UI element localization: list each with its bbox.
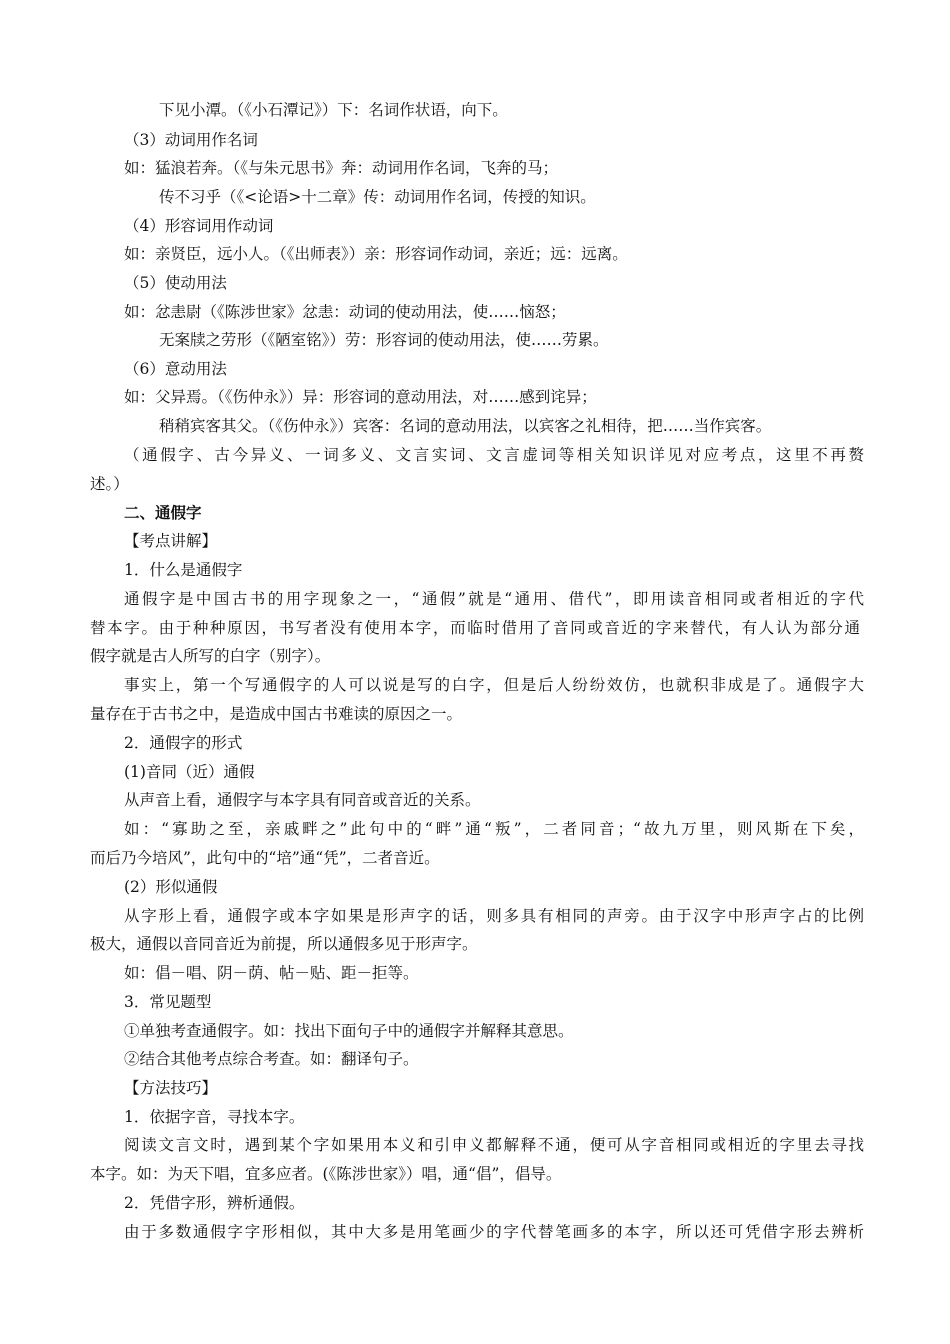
paragraph-line: 量存在于古书之中，是造成中国古书难读的原因之一。 bbox=[90, 705, 463, 723]
text-line: 如：父异焉。（《伤仲永》）异：形容词的意动用法，对……感到诧异； bbox=[124, 388, 597, 406]
paragraph-line: 从声音上看，通假字与本字具有同音或音近的关系。 bbox=[124, 791, 481, 809]
paragraph-line: 极大，通假以音同音近为前提，所以通假多见于形声字。 bbox=[90, 935, 478, 953]
text-line: 无案牍之劳形（《陋室铭》）劳：形容词的使动用法，使……劳累。 bbox=[159, 331, 609, 349]
paragraph-line: 由于多数通假字字形相似，其中大多是用笔画少的字代替笔画多的本字，所以还可凭借字形去辨析 bbox=[124, 1223, 864, 1241]
paragraph-line: 替本字。由于种种原因，书写者没有使用本字，而临时借用了音同或音近的字来替代，有人认为部分通 bbox=[90, 619, 860, 637]
list-item: ①单独考查通假字。如：找出下面句子中的通假字并解释其意思。 bbox=[124, 1022, 574, 1040]
section-title: 二、通假字 bbox=[124, 503, 202, 522]
numbered-heading: 1．什么是通假字 bbox=[124, 561, 243, 579]
paragraph-line: 从字形上看，通假字或本字如果是形声字的话，则多具有相同的声旁。由于汉字中形声字占的比例 bbox=[124, 907, 864, 925]
paragraph-line: 如：“寡助之至，亲戚畔之”此句中的“畔”通“叛”，二者同音；“故九万里，则风斯在下矣， bbox=[124, 820, 864, 838]
bracket-heading: 【考点讲解】 bbox=[124, 532, 218, 550]
numbered-heading: 2．凭借字形，辨析通假。 bbox=[124, 1194, 305, 1212]
section-heading: （3）动词用作名词 bbox=[124, 131, 258, 149]
paragraph-line: 阅读文言文时，遇到某个字如果用本义和引申义都解释不通，便可从字音相同或相近的字里去寻找 bbox=[124, 1136, 864, 1154]
list-item: ②结合其他考点综合考查。如：翻译句子。 bbox=[124, 1050, 419, 1068]
paragraph-line: 通假字是中国古书的用字现象之一，“通假”就是“通用、借代”，即用读音相同或者相近的字代 bbox=[124, 590, 864, 608]
text-line: 下见小潭。（《小石潭记》）下：名词作状语，向下。 bbox=[159, 101, 508, 119]
bracket-heading: 【方法技巧】 bbox=[124, 1079, 218, 1097]
text-line: 述。） bbox=[90, 475, 129, 493]
text-line: 如：猛浪若奔。（《与朱元思书》奔：动词用作名词，飞奔的马； bbox=[124, 159, 559, 177]
paragraph-line: 假字就是古人所写的白字（别字）。 bbox=[90, 647, 331, 665]
text-line: （通假字、古今异义、一词多义、文言实词、文言虚词等相关知识详见对应考点，这里不再赘 bbox=[124, 446, 864, 464]
paragraph-line: 如：倡－唱、阴－荫、帖－贴、距－拒等。 bbox=[124, 964, 419, 982]
paragraph-line: 事实上，第一个写通假字的人可以说是写的白字，但是后人纷纷效仿，也就积非成是了。通假字大 bbox=[124, 676, 864, 694]
numbered-heading: 3．常见题型 bbox=[124, 993, 212, 1011]
paragraph-line: 而后乃今培风”，此句中的“培”通“凭”，二者音近。 bbox=[90, 849, 440, 867]
text-line: 传不习乎（《<论语>十二章》传：动词用作名词，传授的知识。 bbox=[159, 188, 596, 206]
numbered-heading: 2．通假字的形式 bbox=[124, 734, 243, 752]
text-line: 稍稍宾客其父。（《伤仲永》）宾客：名词的意动用法，以宾客之礼相待，把……当作宾客。 bbox=[159, 417, 772, 435]
numbered-heading: 1．依据字音，寻找本字。 bbox=[124, 1108, 305, 1126]
sub-heading: (2）形似通假 bbox=[124, 878, 218, 896]
text-line: 如：忿恚尉（《陈涉世家》忿恚：动词的使动用法，使……恼怒； bbox=[124, 303, 566, 321]
sub-heading: (1)音同（近）通假 bbox=[124, 763, 255, 781]
paragraph-line: 本字。如：为天下唱，宜多应者。(《陈涉世家》）唱，通“倡”，倡导。 bbox=[90, 1165, 562, 1183]
section-heading: （6）意动用法 bbox=[124, 360, 227, 378]
section-heading: （4）形容词用作动词 bbox=[124, 217, 274, 235]
text-line: 如：亲贤臣，远小人。（《出师表》）亲：形容词作动词，亲近；远：远离。 bbox=[124, 245, 628, 263]
section-heading: （5）使动用法 bbox=[124, 274, 227, 292]
